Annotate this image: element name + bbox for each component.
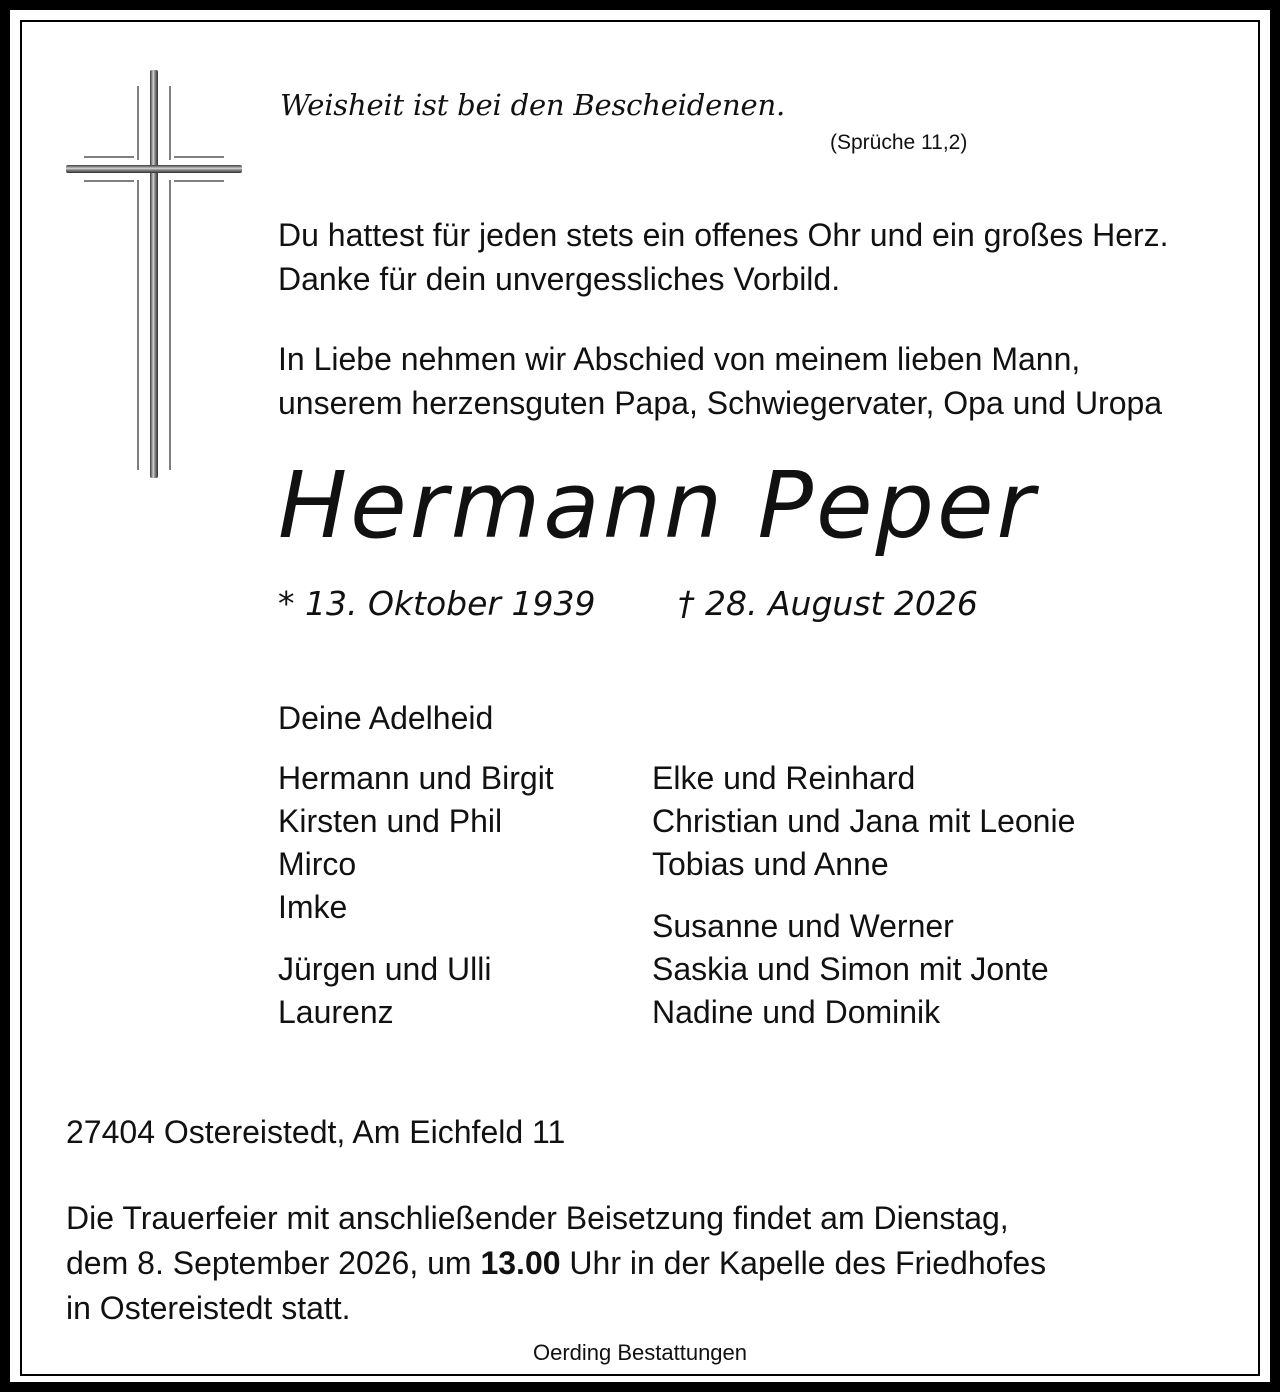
motto-source: (Sprüche 11,2): [830, 131, 968, 154]
farewell-line: unserem herzensguten Papa, Schwiegervater, Opa und Uropa: [278, 385, 1163, 421]
deceased-name: Hermann Peper: [278, 452, 1038, 559]
service-time: 13.00: [480, 1245, 561, 1281]
family-member: Tobias und Anne: [652, 846, 889, 882]
family-member: Mirco: [278, 846, 357, 882]
tribute-text: [278, 213, 1169, 301]
tribute-line: Danke für dein unvergessliches Vorbild.: [278, 261, 841, 297]
undertaker-credit: Oerding Bestattungen: [532, 1340, 748, 1365]
wife-signature: Deine Adelheid: [278, 700, 494, 736]
family-list-left-1: [278, 757, 554, 929]
funeral-service-notice: [66, 1196, 1046, 1331]
address: 27404 Ostereistedt, Am Eichfeld 11: [66, 1114, 566, 1150]
family-member: Elke und Reinhard: [652, 760, 916, 796]
tribute-line: Du hattest für jeden stets ein offenes Ohr und ein großes Herz.: [278, 217, 1169, 253]
service-date-text: dem 8. September 2026, um: [66, 1245, 481, 1281]
service-line: [66, 1241, 1046, 1286]
service-location-text: Uhr in der Kapelle des Friedhofes: [560, 1245, 1047, 1281]
family-member: Susanne und Werner: [652, 908, 954, 944]
family-member: Kirsten und Phil: [278, 803, 503, 839]
family-member: Imke: [278, 889, 348, 925]
family-list-left-2: [278, 948, 491, 1034]
birth-date: * 13. Oktober 1939: [278, 584, 596, 623]
family-member: Jürgen und Ulli: [278, 951, 492, 987]
cross-icon: [62, 68, 246, 480]
service-line: in Ostereistedt statt.: [66, 1290, 351, 1326]
service-line: Die Trauerfeier mit anschließender Beisetzung findet am Dienstag,: [66, 1200, 1009, 1236]
family-member: Saskia und Simon mit Jonte: [652, 951, 1049, 987]
motto-quote: Weisheit ist bei den Bescheidenen.: [280, 88, 785, 122]
family-member: Hermann und Birgit: [278, 760, 554, 796]
death-date: † 28. August 2026: [678, 584, 978, 623]
family-member: Christian und Jana mit Leonie: [652, 803, 1076, 839]
family-member: Laurenz: [278, 994, 394, 1030]
family-list-right-1: [652, 757, 1075, 886]
family-list-right-2: [652, 905, 1049, 1034]
farewell-line: In Liebe nehmen wir Abschied von meinem lieben Mann,: [278, 341, 1081, 377]
farewell-text: [278, 337, 1162, 425]
family-member: Nadine und Dominik: [652, 994, 941, 1030]
